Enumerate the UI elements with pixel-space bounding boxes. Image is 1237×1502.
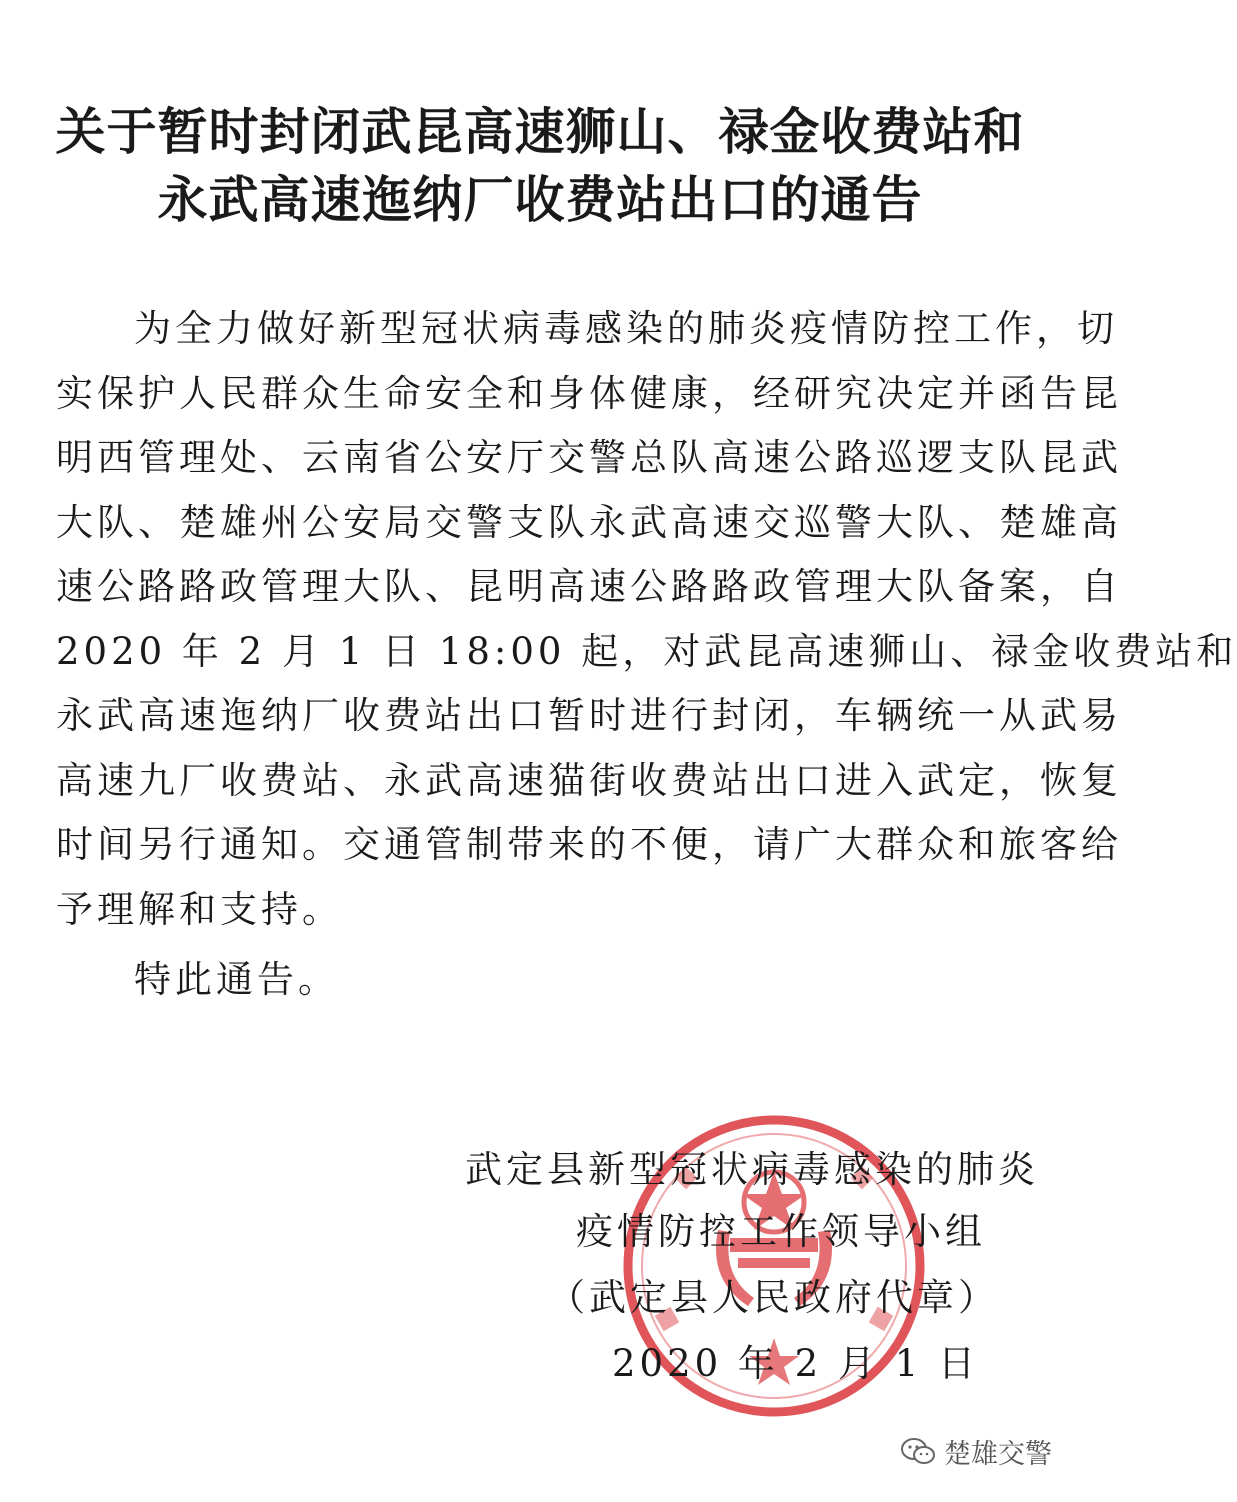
body-line: 实保护人民群众生命安全和身体健康，经研究决定并函告昆 xyxy=(56,371,1122,415)
watermark-text: 楚雄交警 xyxy=(944,1439,1052,1470)
body-line: 予理解和支持。 xyxy=(56,887,343,931)
signature-organization-line-2: 疫情防控工作领导小组 xyxy=(576,1210,986,1253)
body-line: 为全力做好新型冠状病毒感染的肺炎疫情防控工作，切 xyxy=(134,307,1118,350)
notice-body xyxy=(56,297,1237,942)
signature-organization-line-1: 武定县新型冠状病毒感染的肺炎 xyxy=(465,1148,1039,1191)
body-line: 2020 年 2 月 1 日 18:00 起，对武昆高速狮山、禄金收费站和 xyxy=(56,629,1237,673)
notice-title-line-2: 永武高速迤纳厂收费站出口的通告 xyxy=(157,171,923,229)
body-line: 速公路路政管理大队、昆明高速公路路政管理大队备案，自 xyxy=(56,565,1122,608)
wechat-icon xyxy=(900,1437,936,1467)
body-line: 永武高速迤纳厂收费站出口暂时进行封闭，车辆统一从武易 xyxy=(56,694,1122,737)
signature-date: 2020 年 2 月 1 日 xyxy=(612,1342,980,1385)
body-line: 明西管理处、云南省公安厅交警总队高速公路巡逻支队昆武 xyxy=(56,436,1122,479)
notice-title-line-1: 关于暂时封闭武昆高速狮山、禄金收费站和 xyxy=(55,103,1025,161)
body-line: 时间另行通知。交通管制带来的不便，请广大群众和旅客给 xyxy=(56,823,1122,866)
body-line: 高速九厂收费站、永武高速猫街收费站出口进入武定，恢复 xyxy=(56,758,1122,802)
signature-seal-note: （武定县人民政府代章） xyxy=(548,1276,999,1319)
account-watermark xyxy=(900,1432,1052,1471)
body-line: 大队、楚雄州公安局交警支队永武高速交巡警大队、楚雄高 xyxy=(56,500,1122,544)
closing-statement: 特此通告。 xyxy=(134,958,339,1001)
